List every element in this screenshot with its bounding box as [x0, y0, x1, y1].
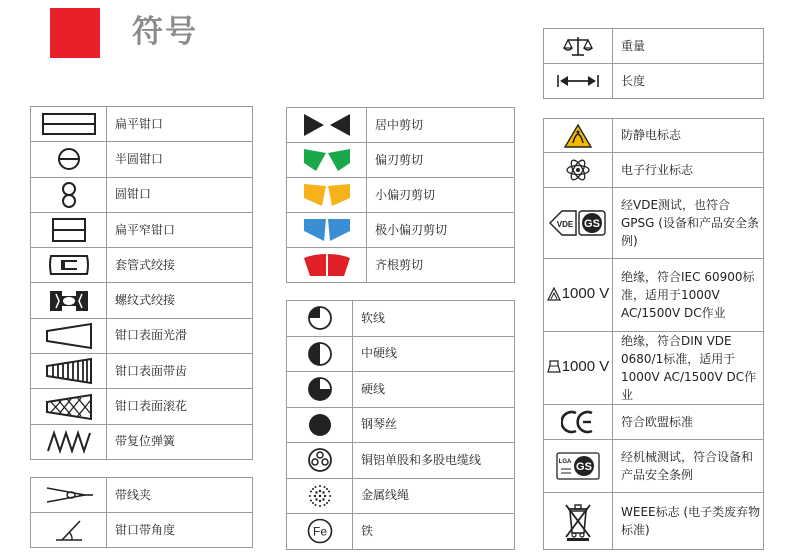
measures-table: [543, 28, 764, 99]
list-item: 套管式绞接: [107, 248, 253, 283]
vde-icon-text: VDE: [556, 220, 574, 229]
insulated-1000v-icon: [544, 259, 613, 332]
smooth-jaw-icon: [31, 318, 107, 353]
lga-icon-text: LGA: [558, 459, 572, 465]
knurled-jaw-icon: [31, 389, 107, 424]
table-row: [544, 29, 764, 64]
list-item: 居中剪切: [367, 108, 515, 143]
table-row: [287, 407, 515, 443]
mini-bevel-cut-icon: [287, 213, 367, 248]
table-row: [31, 283, 253, 318]
table-row: [544, 332, 764, 405]
iron-icon-text: Fe: [312, 524, 327, 539]
table-row: [544, 64, 764, 99]
header-accent-square: [50, 8, 100, 58]
table-row: [287, 443, 515, 479]
list-item: 扁平窄钳口: [107, 212, 253, 247]
list-item: 重量: [613, 29, 764, 64]
piano-wire-icon: [287, 407, 353, 443]
table-row: [287, 178, 515, 213]
table-row: [287, 108, 515, 143]
table-row: [31, 389, 253, 424]
table-row: [31, 424, 253, 459]
list-item: 齐根剪切: [367, 248, 515, 283]
table-row: [31, 107, 253, 142]
table-row: [544, 440, 764, 493]
table-row: [287, 213, 515, 248]
table-row: [287, 514, 515, 550]
cutters-table: [286, 107, 515, 283]
table-row: [31, 142, 253, 177]
sleeve-hinge-icon: [31, 248, 107, 283]
page-title: 符号: [132, 14, 198, 50]
list-item: 半圆钳口: [107, 142, 253, 177]
hard-wire-icon: [287, 372, 353, 408]
table-row: [544, 259, 764, 332]
esd-icon: [544, 119, 613, 153]
flat-jaw-icon: [31, 107, 107, 142]
list-item: 带复位弹簧: [107, 424, 253, 459]
list-item: 极小偏刃剪切: [367, 213, 515, 248]
list-item: 带线夹: [107, 478, 253, 513]
list-item: 绝缘，符合IEC 60900标准，适用于1000V AC/1500V DC作业: [613, 259, 764, 332]
angled-jaw-icon: [31, 513, 107, 548]
table-row: [31, 212, 253, 247]
list-item: 经VDE测试，也符合GPSG (设备和产品安全条例): [613, 188, 764, 259]
voltage-text: 1000 V: [561, 285, 610, 303]
return-spring-icon: [31, 424, 107, 459]
list-item: 螺纹式绞接: [107, 283, 253, 318]
round-jaw-icon: [31, 177, 107, 212]
soft-wire-icon: [287, 301, 353, 337]
gs-icon-text: GS: [584, 218, 600, 230]
center-cut-icon: [287, 108, 367, 143]
list-item: 钳口表面滚花: [107, 389, 253, 424]
list-item: 铁: [353, 514, 515, 550]
half-round-jaw-icon: [31, 142, 107, 177]
bevel-cut-icon: [287, 143, 367, 178]
list-item: 钳口表面光滑: [107, 318, 253, 353]
table-row: [287, 301, 515, 337]
table-row: [544, 405, 764, 440]
list-item: 圆钳口: [107, 177, 253, 212]
table-row: [544, 153, 764, 188]
small-bevel-cut-icon: [287, 178, 367, 213]
extra-features-table: [30, 477, 253, 548]
wire-types-table: [286, 300, 515, 550]
scale-icon: [544, 29, 613, 64]
iron-icon: [287, 514, 353, 550]
ce-icon: [544, 405, 613, 440]
list-item: 防静电标志: [613, 119, 764, 153]
table-row: [544, 188, 764, 259]
table-row: [31, 177, 253, 212]
vde-gs-icon: [544, 188, 613, 259]
list-item: 长度: [613, 64, 764, 99]
vde-1000v-icon: [544, 332, 613, 405]
wire-clamp-icon: [31, 478, 107, 513]
table-row: [31, 318, 253, 353]
list-item: 中硬线: [353, 336, 515, 372]
table-row: [287, 248, 515, 283]
multi-strand-cable-icon: [287, 443, 353, 479]
atom-icon: [544, 153, 613, 188]
flat-narrow-jaw-icon: [31, 212, 107, 247]
list-item: 电子行业标志: [613, 153, 764, 188]
list-item: WEEE标志 (电子类废弃物标准): [613, 493, 764, 550]
table-row: [544, 493, 764, 550]
serrated-jaw-icon: [31, 354, 107, 389]
list-item: 钢琴丝: [353, 407, 515, 443]
length-arrow-icon: [544, 64, 613, 99]
list-item: 扁平钳口: [107, 107, 253, 142]
table-row: [287, 478, 515, 514]
medium-hard-wire-icon: [287, 336, 353, 372]
table-row: [287, 372, 515, 408]
list-item: 铜铝单股和多股电缆线: [353, 443, 515, 479]
table-row: [31, 354, 253, 389]
table-row: [544, 119, 764, 153]
table-row: [31, 248, 253, 283]
list-item: 符合欧盟标准: [613, 405, 764, 440]
list-item: 偏刃剪切: [367, 143, 515, 178]
list-item: 钳口表面带齿: [107, 354, 253, 389]
list-item: 绝缘，符合DIN VDE 0680/1标准，适用于1000V AC/1500V DC作业: [613, 332, 764, 405]
metal-rope-icon: [287, 478, 353, 514]
list-item: 金属线绳: [353, 478, 515, 514]
table-row: [31, 513, 253, 548]
gs-icon-text: GS: [576, 461, 592, 473]
jaw-types-table: [30, 106, 253, 460]
table-row: [31, 478, 253, 513]
flush-cut-icon: [287, 248, 367, 283]
lga-gs-icon: [544, 440, 613, 493]
list-item: 软线: [353, 301, 515, 337]
screw-hinge-icon: [31, 283, 107, 318]
voltage-text: 1000 V: [561, 358, 610, 375]
table-row: [287, 336, 515, 372]
list-item: 钳口带角度: [107, 513, 253, 548]
table-row: [287, 143, 515, 178]
weee-icon: [544, 493, 613, 550]
list-item: 小偏刃剪切: [367, 178, 515, 213]
list-item: 经机械测试，符合设备和产品安全条例: [613, 440, 764, 493]
certifications-table: [543, 118, 764, 550]
list-item: 硬线: [353, 372, 515, 408]
